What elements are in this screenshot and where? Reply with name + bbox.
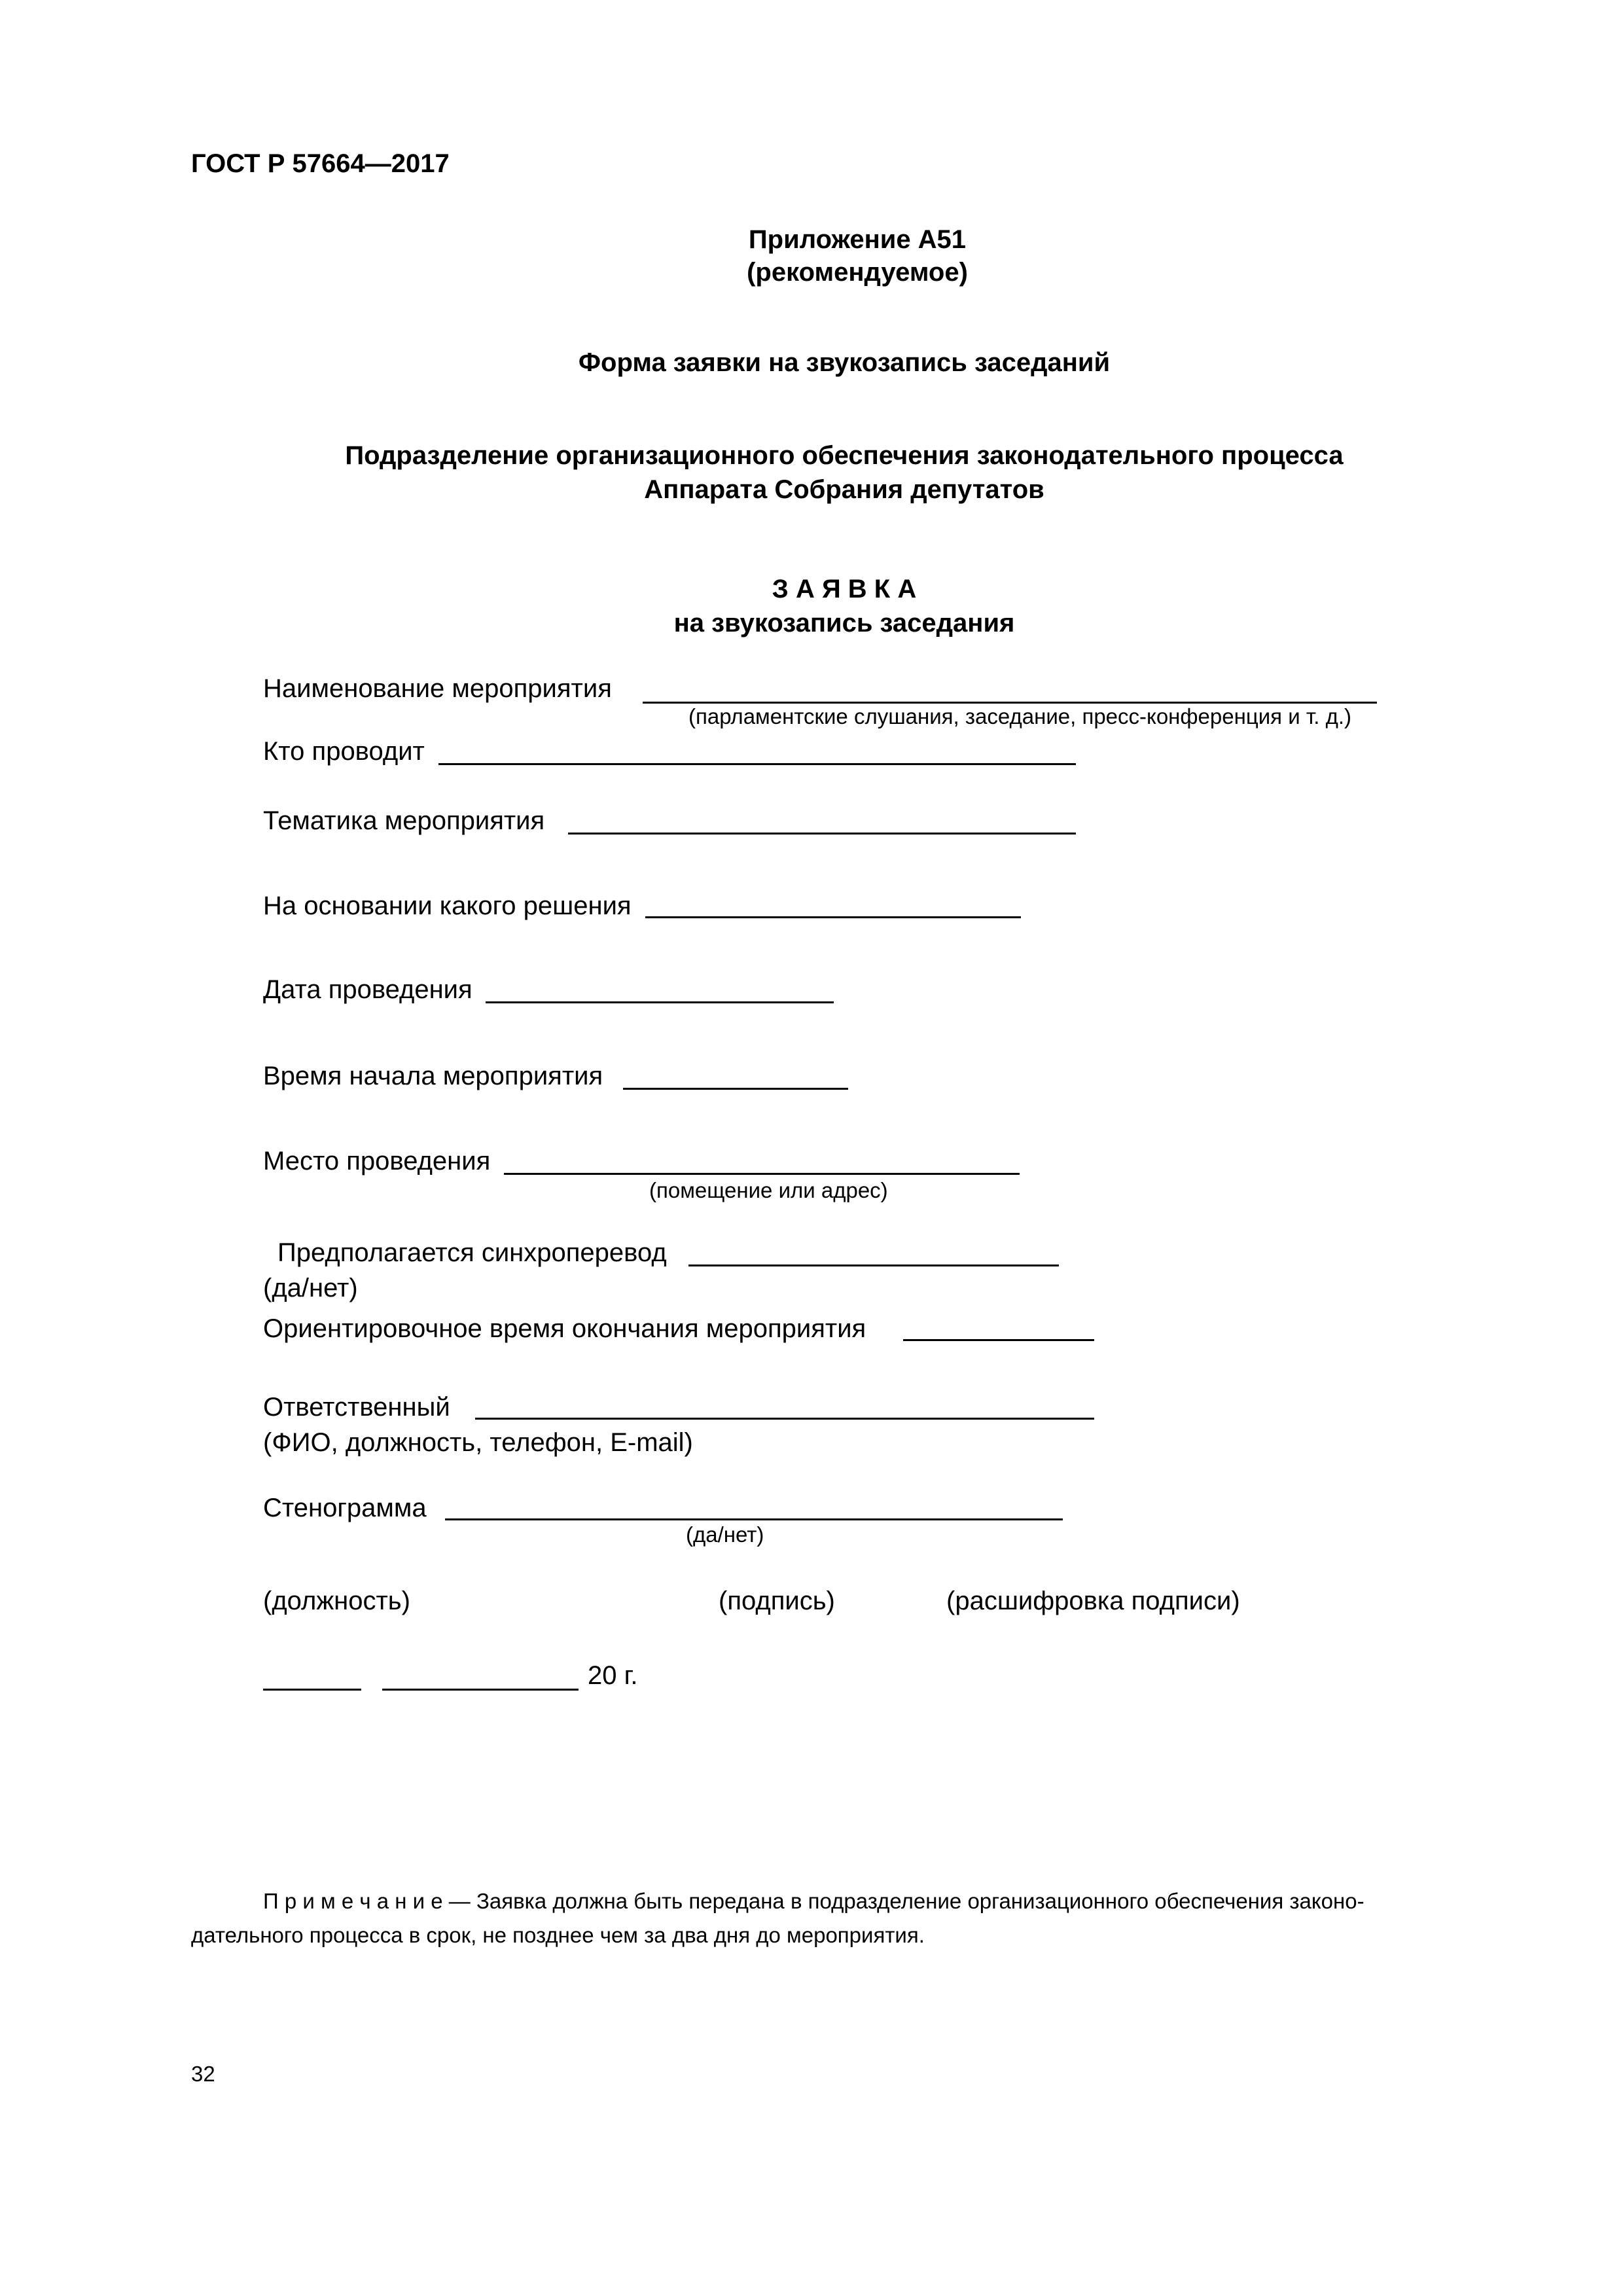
appendix-title: Приложение А51 bbox=[748, 225, 967, 254]
date-field[interactable] bbox=[486, 1001, 834, 1003]
organizer-field[interactable] bbox=[438, 763, 1076, 765]
signature-decode: (расшифровка подписи) bbox=[946, 1587, 1240, 1615]
year-text: 20 г. bbox=[588, 1661, 638, 1690]
event-name-hint: (парламентские слушания, заседание, пресс-конференция и т. д.) bbox=[688, 704, 1352, 728]
venue-hint: (помещение или адрес) bbox=[649, 1178, 888, 1202]
note bbox=[263, 1889, 1364, 1914]
topic-field[interactable] bbox=[568, 833, 1076, 834]
responsible-field[interactable] bbox=[475, 1418, 1094, 1420]
department-line-1: Подразделение организационного обеспечения законодательного процесса bbox=[345, 441, 1344, 470]
venue-label: Место проведения bbox=[263, 1147, 491, 1175]
responsible-label: Ответственный bbox=[263, 1393, 450, 1422]
topic-label: Тематика мероприятия bbox=[263, 806, 545, 835]
department-line-2: Аппарата Собрания депутатов bbox=[644, 475, 1044, 504]
start-time-field[interactable] bbox=[623, 1088, 848, 1090]
interpretation-sub: (да/нет) bbox=[263, 1274, 358, 1302]
request-title: З А Я В К А bbox=[772, 575, 917, 603]
signature-sign: (подпись) bbox=[719, 1587, 835, 1615]
end-time-label: Ориентировочное время окончания мероприятия bbox=[263, 1314, 866, 1343]
decision-basis-label: На основании какого решения bbox=[263, 891, 632, 920]
organizer-label: Кто проводит bbox=[263, 737, 425, 766]
note-text-line-2: дательного процесса в срок, не позднее чем за два дня до мероприятия. bbox=[191, 1923, 925, 1947]
responsible-sub: (ФИО, должность, телефон, E-mail) bbox=[263, 1428, 693, 1457]
transcript-label: Стенограмма bbox=[263, 1494, 427, 1522]
transcript-hint: (да/нет) bbox=[686, 1522, 764, 1547]
form-title: Форма заявки на звукозапись заседаний bbox=[578, 348, 1111, 377]
event-name-field[interactable] bbox=[643, 702, 1377, 704]
start-time-label: Время начала мероприятия bbox=[263, 1062, 603, 1090]
venue-field[interactable] bbox=[504, 1173, 1020, 1175]
date-label: Дата проведения bbox=[263, 975, 473, 1004]
signature-position: (должность) bbox=[263, 1587, 410, 1615]
transcript-field[interactable] bbox=[445, 1518, 1063, 1520]
day-field[interactable] bbox=[263, 1689, 361, 1691]
decision-basis-field[interactable] bbox=[645, 916, 1021, 918]
request-subtitle: на звукозапись заседания bbox=[673, 609, 1015, 637]
month-field[interactable] bbox=[382, 1689, 579, 1691]
event-name-label: Наименование мероприятия bbox=[263, 674, 612, 703]
note-text-line-1: — Заявка должна быть передана в подразделение организационного обеспечения законо- bbox=[442, 1889, 1364, 1913]
interpretation-field[interactable] bbox=[688, 1265, 1059, 1266]
appendix-type: (рекомендуемое) bbox=[747, 258, 968, 287]
page-number: 32 bbox=[191, 2062, 215, 2086]
standard-header: ГОСТ Р 57664—2017 bbox=[191, 149, 450, 178]
note-label: П р и м е ч а н и е bbox=[263, 1889, 443, 1913]
end-time-field[interactable] bbox=[903, 1339, 1094, 1341]
interpretation-label: Предполагается синхроперевод bbox=[277, 1238, 667, 1267]
